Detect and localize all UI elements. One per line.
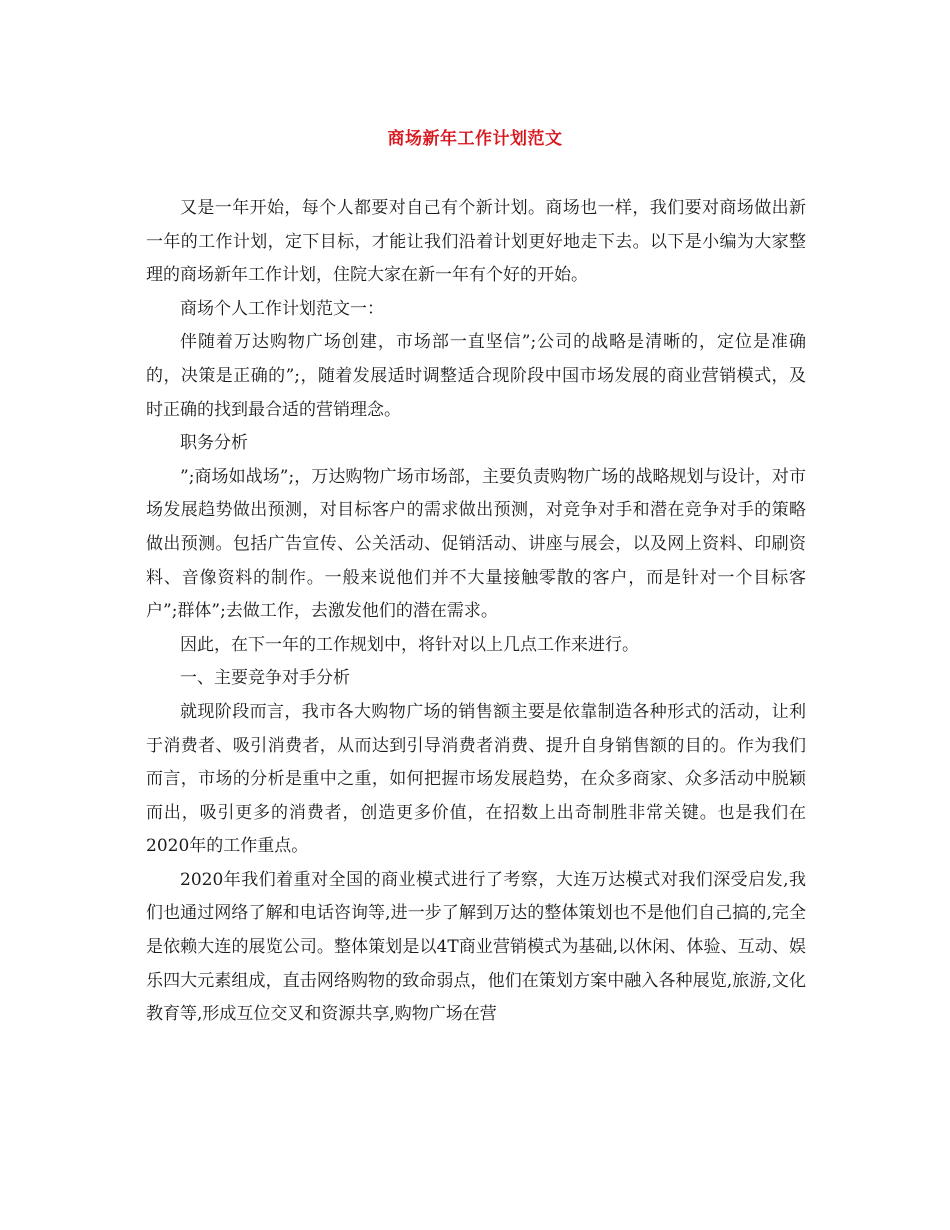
document-body [146,192,806,1032]
paragraph-intro: 又是一年开始，每个人都要对自己有个新计划。商场也一样，我们要对商场做出新一年的工作计划，定下目标，才能让我们沿着计划更好地走下去。以下是小编为大家整理的商场新年工作计划，住院大家在新一年有个好的开始。 [146,198,806,286]
paragraph-wanda-strategy: 伴随着万达购物广场创建，市场部一直坚信”;公司的战略是清晰的，定位是准确的，决策是正确的”;，随着发展适时调整适合现阶段中国市场发展的商业营销模式，及时正确的找到最合适的营销理念。 [146,332,806,420]
paragraph-planning-note: 因此，在下一年的工作规划中，将针对以上几点工作来进行。 [180,634,639,655]
paragraph-marketing-department: ”;商场如战场”;，万达购物广场市场部，主要负责购物广场的战略规划与设计，对市场发展趋势做出预测，对目标客户的需求做出预测，对竞争对手和潜在竞争对手的策略做出预测。包括广告宣传、公关活动、促销活动、讲座与展会，以及网上资料、印刷资料、音像资料的制作。一般来说他们并不大量接触零散的客户，而是针对一个目标客户”;群体”;去做工作，去激发他们的潜在需求。 [146,466,806,622]
paragraph-market-analysis: 就现阶段而言，我市各大购物广场的销售额主要是依靠制造各种形式的活动，让利于消费者、吸引消费者，从而达到引导消费者消费、提升自身销售额的目的。作为我们而言，市场的分析是重中之重，如何把握市场发展趋势，在众多商家、众多活动中脱颖而出，吸引更多的消费者，创造更多价值，在招数上出奇制胜非常关键。也是我们在2020年的工作重点。 [146,701,806,857]
section-heading-sample-one: 商场个人工作计划范文一： [180,298,384,319]
document-title: 商场新年工作计划范文 [387,129,563,149]
section-heading-job-analysis: 职务分析 [180,433,248,454]
section-heading-competitor-analysis: 一、主要竞争对手分析 [180,668,350,689]
paragraph-dalian-wanda-model: 2020年我们着重对全国的商业模式进行了考察，大连万达模式对我们深受启发,我们也通过网络了解和电话咨询等,进一步了解到万达的整体策划也不是他们自己搞的,完全是依赖大连的展览公司。整体策划是以4T商业营销模式为基础,以休闲、体验、互动、娱乐四大元素组成，直击网络购物的致命弱点，他们在策划方案中融入各种展览,旅游,文化教育等,形成互位交叉和资源共享,购物广场在营 [146,869,806,1025]
